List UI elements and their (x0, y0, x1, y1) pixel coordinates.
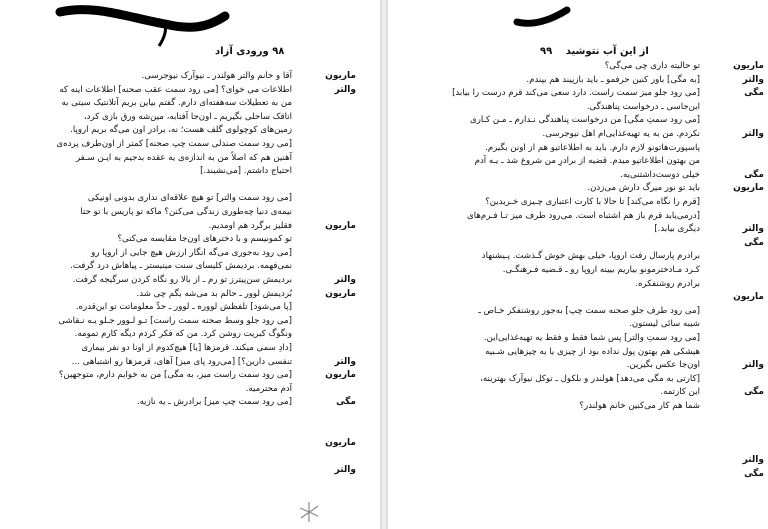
text-line: [پا می‌شود] تلفظش لووره ـ لوور ـ حدِّ معلوماتت تو این‌قدره. (75, 302, 292, 313)
text-line: برادرم پارسال رفت اروپا، خیلی بهش خوش گـذشت. پـیشنهاد (481, 251, 700, 262)
text-line: احتیاج داشتم. [می‌نشیند.] (200, 166, 292, 177)
text-line: [درمی‌یابد قرم باز هم اشتباه است. می‌رود طرف میز تـا فـرم‌های (467, 210, 700, 221)
speaker-name: ماریون (733, 292, 764, 303)
text-line: [به مگی] باور کنین حرفمو ـ باید بازپیند هم بپندم. (526, 74, 700, 85)
text-line: [می رود طرف جلو صحنه سمت چپ] به‌جور روشنفکر خـاص ـ (478, 305, 700, 316)
text-line: دیگری بیابد.] (654, 224, 700, 235)
text-line: هیشکی هم بهتون پول نداده بود از چیزی یا یه چیزهایی شـبیه (485, 346, 700, 357)
speaker-name: ماریون (733, 61, 764, 71)
speaker-name: مگی (744, 237, 764, 248)
scribble-mark (296, 500, 322, 524)
speaker-name: ماریون (325, 438, 356, 449)
speaker-name: مگی (744, 169, 764, 180)
text-line: بردیمش سن‌پیترز تو رم ـ از بالا رو نگاه کردن سرگیجه گرفت. (72, 275, 292, 285)
text-line: شیبه سائی لیستون. (629, 319, 700, 330)
speaker-name: مگی (744, 387, 764, 398)
speaker-name: ماریون (325, 220, 356, 231)
text-line: [کارتی به مگی می‌دهد] هولندر و بلکول ـ توکل نیوآرک بهترینه، (480, 373, 700, 384)
ink-mark-top (55, 2, 230, 48)
text-line: آقا و خانم والتر هولندر ـ نیوآرک نیوجرسی. (141, 71, 292, 81)
speaker-name: والتر (742, 74, 764, 85)
text-line: [می رود سمت والتر] تو هیچ علاقه‌ای نداری بدونی اونیکی (87, 193, 292, 204)
speaker-name: والتر (742, 129, 764, 139)
page-number: ۹۹ (540, 46, 553, 57)
left-page (0, 0, 380, 529)
text-line (400, 237, 700, 250)
speaker-name: والتر (742, 455, 764, 466)
text-line: اتاقک ساحلی بگیریم ـ اون‌جا آفتابه، مین‌شه ورق بازی کرد، (83, 111, 292, 122)
text-line: زمین‌های کوچولوی گلف هست؛ نه، برادر اون می‌گه بریم اروپا. (70, 125, 292, 136)
text-line: آدم محترمیه. (245, 383, 292, 394)
text-line: این‌جاسی ـ درخواست پناهندگی. (586, 101, 700, 112)
text-line: اطلاعات می خوای؟ [می رود سمت عقب صحنه] اطلاعات اینه که (59, 84, 292, 95)
right-page (388, 0, 768, 529)
page-header (215, 46, 294, 57)
text-line: نکردم. من به یه تهیه‌غذایی‌ام اهل نیوجرسی. (542, 129, 700, 139)
speaker-name: والتر (334, 465, 356, 476)
text-line: اون‌جا عکس بگیرین. (626, 360, 700, 371)
text-line: [می رود سمتِ مگی] من درخواست پناهندگی نـدارم ـ مـن کـاری (470, 115, 700, 126)
text-line: برادرم روشنفکره. (635, 278, 700, 289)
text-line: خیلی دوست‌داشتنی‌یه. (620, 169, 700, 180)
text-line: کـرد مـادخترمونو بیاریم بیینه اروپا رو ـ قـضیه فـرهنگـی. (502, 265, 700, 275)
text-line: تو کمونیسم و با دخترهای اون‌جا مقایسه می‌کنی؟ (117, 234, 292, 245)
speaker-name: والتر (334, 84, 356, 95)
text-line (400, 291, 700, 304)
speaker-name: مگی (336, 397, 356, 408)
text-line: ونگوگ کبریت روشن کرد. من که فکر کردم دیگه کارم تمومه. (74, 329, 292, 340)
text-line: فقلیز برگرد هم اومدیم. (208, 220, 292, 231)
text-line (32, 179, 292, 192)
text-line: بُردیمش لوور ـ حالم بد می‌شه بگم چی شد. (136, 288, 292, 299)
speaker-name: مگی (744, 469, 764, 479)
speaker-name: ماریون (325, 71, 356, 81)
text-line: من به تعطیلات سه‌هفته‌ای دارم. گفتم بیاین بریم آتلانتیک سیتی به (61, 98, 292, 109)
book-title: از این آب نتوشید (565, 46, 649, 57)
text-line: تنفسی دارین؟] [می‌رود پای میز] آهای، قرمزها رو اشتباهی ... (71, 356, 292, 367)
text-line: [می رود جلو وسط صحنه سمت راست] تـو لـوور جـلو یـه نـقاشی (58, 315, 292, 326)
speaker-name: والتر (334, 356, 356, 367)
book-title: ورودی آزاد (215, 46, 269, 57)
speaker-name: والتر (742, 224, 764, 235)
text-line: [می رود سمت راست میز، به مگی] من به خوابم دارم، متوجهین؟ (58, 370, 292, 381)
page-header (540, 46, 649, 57)
ink-mark-top (513, 4, 573, 30)
page-number: ۹۸ (272, 46, 285, 57)
text-line: نیمه‌ی دنیا چه‌طوری زندگی می‌کنن؟ ماکه تو پاریس با تو حتا (80, 207, 292, 217)
text-line: [دادِ سمی میکند. قرمزها [یا] هیچ‌کدوم از اونا دو نفر بیماری (81, 343, 292, 353)
text-line: باید تو نور میرگ دارش می‌زدن. (587, 183, 700, 194)
text-line: شما هم کار می‌کنین خانم هولندر؟ (579, 401, 700, 411)
speaker-name: والتر (742, 360, 764, 371)
speaker-name: ماریون (325, 288, 356, 299)
text-line: [می رود سمتِ والتر] پس شما فقط و فقط یه تهیه‌غذایی‌این. (483, 333, 700, 343)
book-gutter (380, 0, 388, 529)
speaker-name: ماریون (733, 183, 764, 194)
speaker-name: والتر (334, 275, 356, 285)
text-line: [می رود جلو میز سمت راست. دارد سعی می‌کند قرم درست را بیابد] (452, 88, 700, 99)
text-line: [قرم را نگاه می‌کند] تا حالا با کارت اعتباری چـیزی خـریدین؟ (485, 197, 700, 207)
text-line: [می رود سمت چپ میز] برادرش ـ یه نازیه. (136, 397, 292, 408)
text-line: نمی‌فهمه. بردیمش کلیسای سنت میتیستر ـ پیاهاش درد گرفت. (70, 261, 292, 272)
text-line: [می رود سمت صندلی سمت چپ صحنه] کمتر از اون‌طرف پرده‌ی (56, 139, 292, 149)
speaker-name: مگی (744, 88, 764, 99)
text-line: این کارتمه. (660, 387, 700, 398)
text-line: پاسپورت‌هاتونو لازم دارم. باید به اطلاعاتیو هم از اونن بگیرم. (485, 142, 700, 153)
speaker-name: ماریون (325, 370, 356, 381)
text-line: [می رود به‌جوری می‌گه انگار ارزش هیچ جایی از اروپا رو (91, 247, 292, 258)
text-line: تو حالیته داری چی می‌گی؟ (604, 61, 700, 71)
text-line: من بهتون اطلاعاتیو میدم. قضیه از برادرِ من شروع شد ـ یـه آدم (474, 156, 700, 167)
text-line: آهنین هم که اصلاً من به اندازه‌ی یه عقده بدجیم به ایـن سـفر (75, 152, 292, 163)
